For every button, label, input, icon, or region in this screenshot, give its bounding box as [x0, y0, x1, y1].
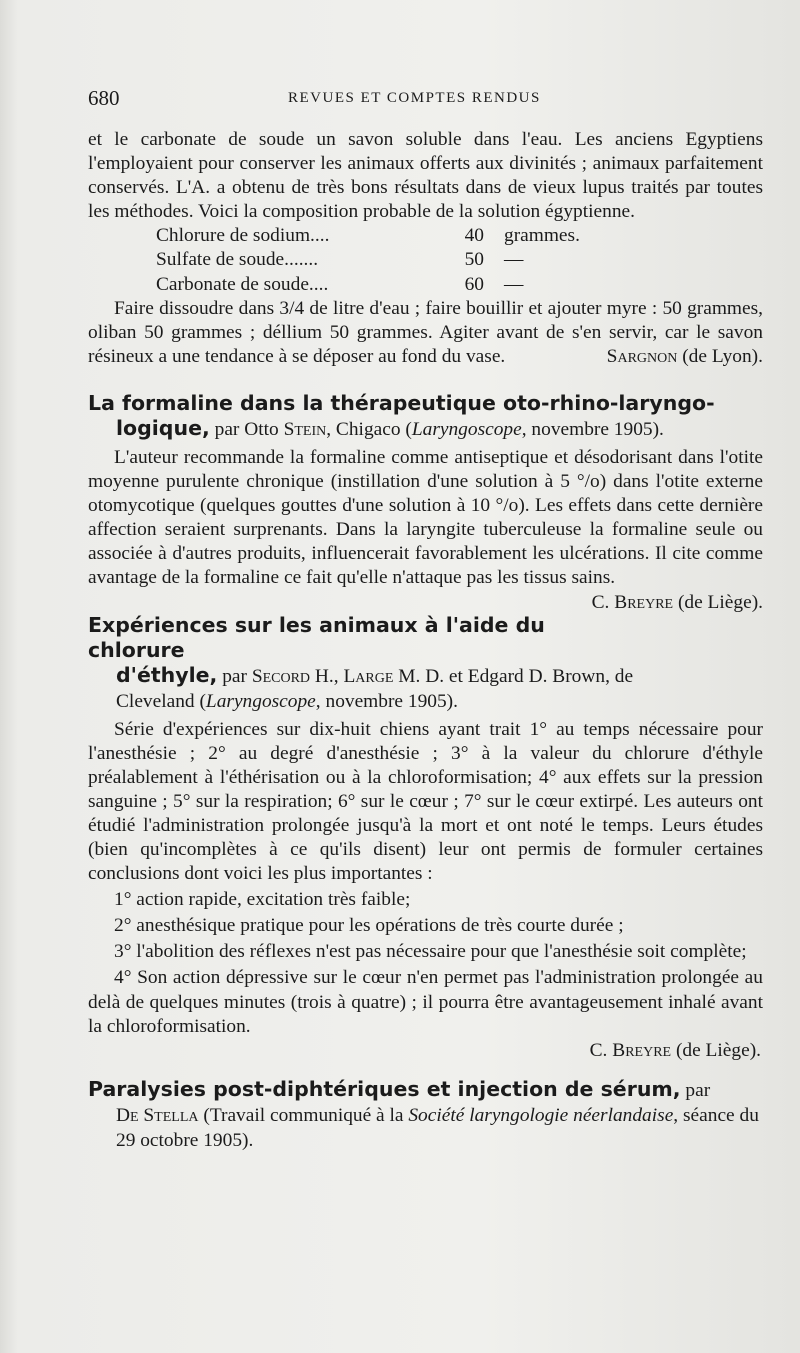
signature-author: Sargnon: [606, 345, 678, 367]
meta-text: M. D. et Edgard D. Brown, de: [393, 665, 634, 687]
signature-initial: C.: [589, 1039, 613, 1061]
page-content: [88, 128, 763, 1153]
meta-text: , novembre 1905).: [315, 690, 458, 712]
article-title: Paralysies post-diphtériques et injection de sérum,: [88, 1076, 681, 1101]
meta-text: , séance du 29 octobre 1905).: [116, 1104, 759, 1151]
article-body: [88, 446, 763, 613]
article-body: Série d'expériences sur dix-huit chiens ayant trait 1° au temps nécessaire pour l'anesthésie ; 2° au degré d'anesthésie ; 3° à la valeur du chlorure d'éthyle préalablement à l'éthérisation ou à la chloroformisation; 4° aux effets sur la pression sanguine ; 5° sur la respiration; 6° sur le cœur ; 7° sur le cœur extirpé. Les auteurs ont étudié l'administration prolongée jusqu'à la mort et ont noté le temps. Leurs études (bien qu'incomplètes à ce qu'ils disent) leur ont permis de formuler certaines conclusions dont voici les plus importantes :: [88, 718, 763, 885]
article-meta-line: [88, 689, 763, 714]
ingredient-unit: —: [504, 273, 524, 295]
page-header: [88, 86, 763, 122]
ingredient-name: Sulfate de soude.......: [156, 249, 319, 271]
meta-text: (Travail communiqué à la: [198, 1104, 409, 1126]
signature-author: Breyre: [614, 591, 674, 613]
article-signature: [592, 591, 763, 615]
meta-text: , novembre 1905).: [521, 418, 664, 440]
article-heading: [88, 613, 763, 714]
journal-name: Laryngoscope: [205, 690, 316, 712]
article-title-continued: [88, 663, 763, 689]
ingredient-unit: —: [504, 249, 524, 271]
meta-text: Cleveland (: [116, 690, 206, 712]
conclusion-item: 4° Son action dépressive sur le cœur n'en permet pas l'administration prolongée au delà de quelques minutes (trois à quatre) ; il pourra être avantageusement inhalé avant la chloroformisation.: [88, 967, 763, 1037]
composition-row: [156, 224, 763, 248]
conclusion-item: 1° action rapide, excitation très faible;: [114, 889, 411, 911]
instructions-text: Faire dissoudre dans 3/4 de litre d'eau ; faire bouillir et ajouter myre : 50 grammes, oliban 50 grammes ; déllium 50 grammes. Agiter avant de s'en servir, car le savon résineux a une tendance à se déposer au fond du vase.: [88, 297, 763, 367]
page-number: 680: [88, 86, 120, 110]
ingredient-qty: 50: [464, 249, 484, 271]
conclusion-item: 3° l'abolition des réflexes n'est pas nécessaire pour que l'anesthésie soit complète;: [114, 941, 747, 963]
journal-name: Laryngoscope: [411, 418, 522, 440]
conclusion-item: 2° anesthésique pratique pour les opérations de très courte durée ;: [114, 915, 624, 937]
article-heading: [88, 391, 763, 442]
prev-article-instructions: [88, 297, 763, 369]
prev-article-text: et le carbonate de soude un savon soluble dans l'eau. Les anciens Egyptiens l'employaient pour conserver les animaux offerts aux divinités ; animaux parfaitement conservés. L'A. a obtenu de très bons résultats dans de vieux lupus traités par toutes les méthodes. Voici la composition probable de la solution égyptienne.: [88, 129, 763, 223]
signature-author: Breyre: [612, 1039, 672, 1061]
signature-place: (de Liège).: [671, 1039, 761, 1061]
article-signature: [88, 1039, 763, 1063]
ingredient-name: Carbonate de soude....: [156, 273, 329, 295]
article-author: Secord: [251, 665, 311, 687]
article-author: Stein: [283, 418, 327, 440]
composition-row: [156, 273, 763, 297]
society-name: Société laryngologie néerlandaise: [408, 1104, 674, 1126]
composition-row: [156, 248, 763, 272]
meta-text: par: [217, 665, 252, 687]
signature-place: (de Lyon).: [682, 345, 763, 367]
ingredient-name: Chlorure de sodium....: [156, 225, 330, 247]
prev-article-signature: [607, 345, 763, 369]
meta-text: par Otto: [209, 418, 284, 440]
ingredient-unit: grammes.: [504, 225, 580, 247]
ingredient-qty: 40: [464, 225, 484, 247]
body-text: L'auteur recommande la formaline comme antiseptique et désodorisant dans l'otite moyenne purulente chronique (instillation d'une solution à 5 °/o) dans l'otite externe otomycotique (quelques gouttes d'une solution à 10 °/o). Les effets dans cette dernière affection seraient surprenants. Dans la laryngite tuberculeuse la formaline seule ou associée à d'autres produits, influencerait favorablement les ulcérations. Il cite comme avantage de la formaline ce fait qu'elle n'attaque pas les tissus sains.: [88, 446, 763, 589]
meta-text: , Chigaco (: [326, 418, 412, 440]
article-title-end: d'éthyle,: [116, 662, 218, 687]
meta-text: par: [680, 1079, 711, 1101]
article-title-continued: [88, 416, 763, 442]
article-meta: [217, 666, 633, 687]
article-meta-line: [88, 1103, 763, 1153]
article-heading: [88, 1077, 763, 1153]
ingredient-qty: 60: [464, 273, 484, 295]
article-meta: [210, 419, 664, 440]
composition-table: [156, 224, 763, 296]
article-title-line: [88, 1077, 763, 1103]
article-author: Large: [343, 665, 394, 687]
signature-initial: C.: [591, 591, 615, 613]
signature-place: (de Liège).: [673, 591, 763, 613]
running-title: REVUES ET COMPTES RENDUS: [288, 90, 541, 106]
article-author: De Stella: [116, 1104, 199, 1126]
article-title-end: logique,: [116, 415, 210, 440]
article-title: La formaline dans la thérapeutique oto-rhino-laryngo-: [88, 390, 715, 415]
article-title: Expériences sur les animaux à l'aide du chlorure: [88, 612, 545, 662]
meta-text: H.,: [310, 665, 344, 687]
